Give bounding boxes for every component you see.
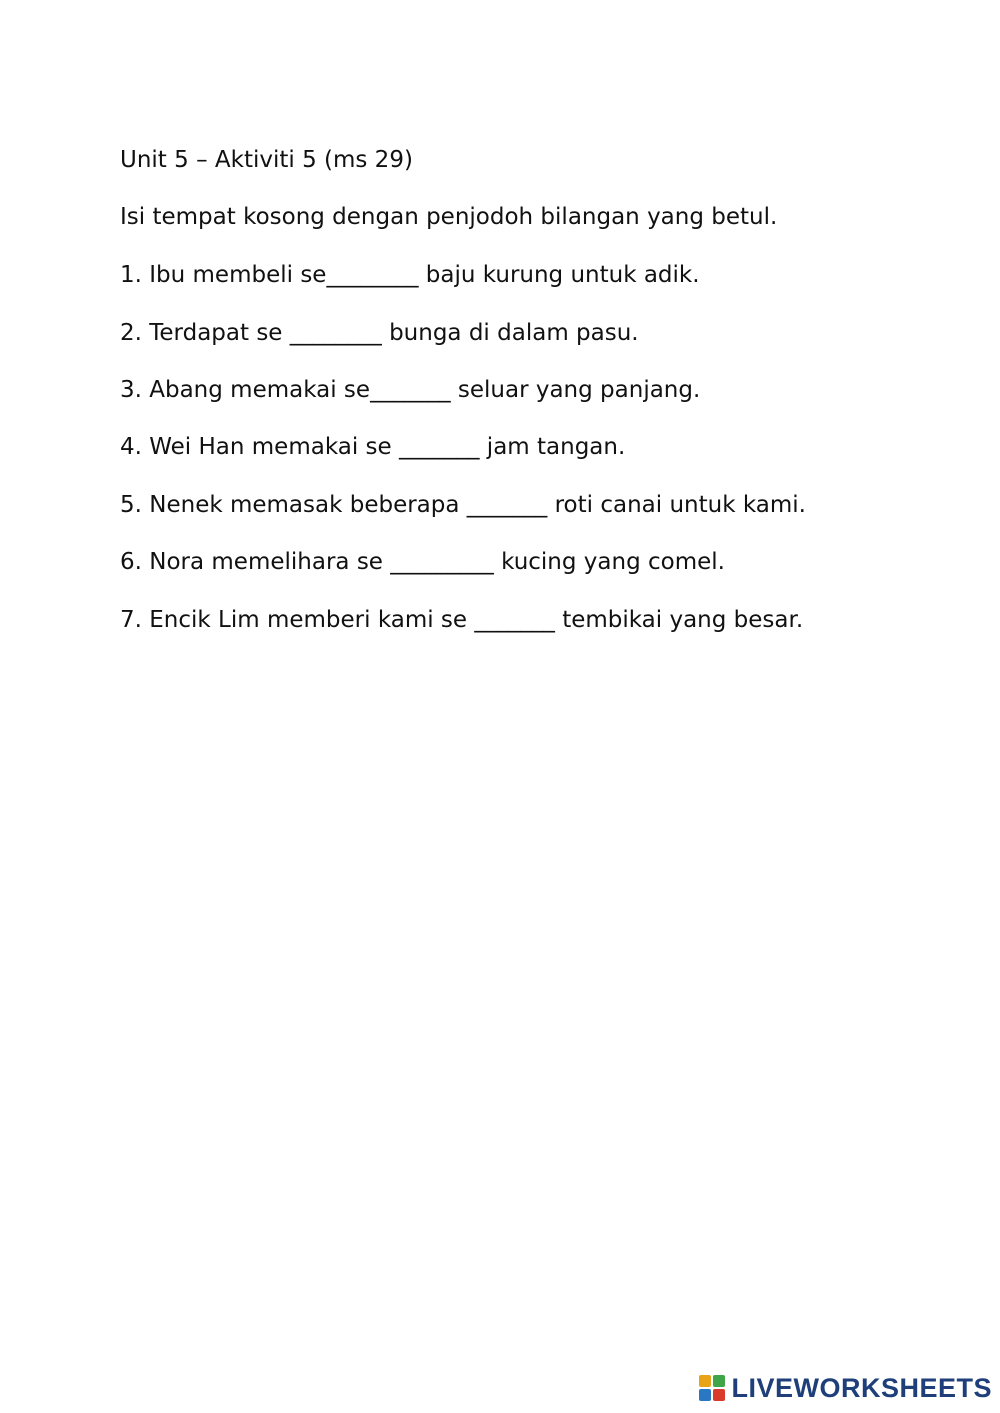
question-text-before: 1. Ibu membeli se xyxy=(120,262,327,288)
answer-blank[interactable]: _________ xyxy=(390,549,494,575)
logo-tile xyxy=(699,1375,711,1387)
question-text-after: seluar yang panjang. xyxy=(450,377,701,403)
liveworksheets-logo-icon xyxy=(699,1375,725,1401)
logo-tile xyxy=(713,1375,725,1387)
logo-tile xyxy=(713,1389,725,1401)
answer-blank[interactable]: _______ xyxy=(466,492,548,518)
question-5 xyxy=(120,490,806,520)
question-text-after: baju kurung untuk adik. xyxy=(418,262,700,288)
answer-blank[interactable]: _______ xyxy=(370,377,451,403)
question-text-before: 6. Nora memelihara se xyxy=(120,549,391,575)
question-text-after: tembikai yang besar. xyxy=(554,607,804,633)
answer-blank[interactable]: ________ xyxy=(326,262,419,288)
question-text-before: 2. Terdapat se xyxy=(120,320,290,346)
question-text-before: 7. Encik Lim memberi kami se xyxy=(120,607,475,633)
worksheet-instruction: Isi tempat kosong dengan penjodoh bilangan yang betul. xyxy=(120,204,778,230)
question-text-before: 5. Nenek memasak beberapa xyxy=(120,492,467,518)
question-text-after: roti canai untuk kami. xyxy=(547,492,806,518)
question-text-before: 4. Wei Han memakai se xyxy=(120,434,399,460)
liveworksheets-watermark[interactable] xyxy=(699,1371,992,1405)
answer-blank[interactable]: _______ xyxy=(399,434,480,460)
question-3 xyxy=(120,375,700,405)
question-1 xyxy=(120,260,700,290)
logo-tile xyxy=(699,1389,711,1401)
question-text-after: kucing yang comel. xyxy=(493,549,725,575)
question-7 xyxy=(120,605,803,635)
question-text-after: bunga di dalam pasu. xyxy=(381,320,639,346)
answer-blank[interactable]: ________ xyxy=(289,320,382,346)
question-2 xyxy=(120,318,639,348)
question-4 xyxy=(120,432,625,462)
worksheet-title: Unit 5 – Aktiviti 5 (ms 29) xyxy=(120,147,413,173)
brand-name: LIVEWORKSHEETS xyxy=(731,1372,992,1403)
question-text-before: 3. Abang memakai se xyxy=(120,377,371,403)
answer-blank[interactable]: _______ xyxy=(474,607,555,633)
question-6 xyxy=(120,547,725,577)
question-text-after: jam tangan. xyxy=(479,434,626,460)
